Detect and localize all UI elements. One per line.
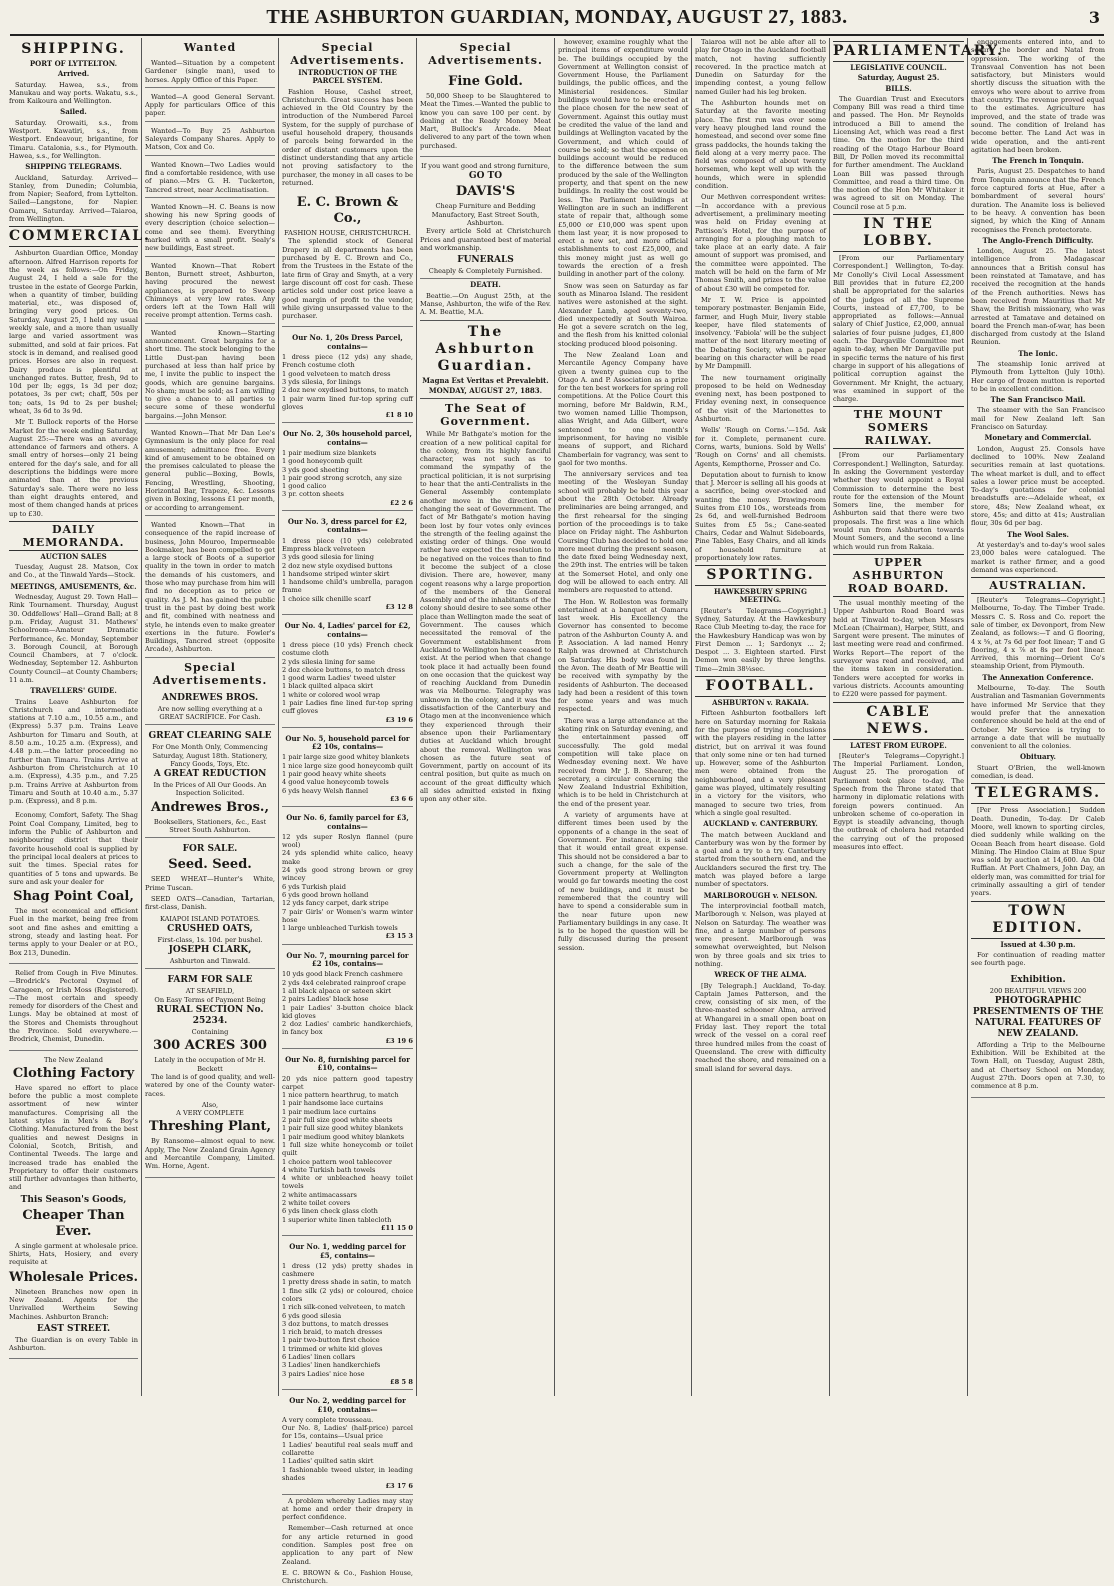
parcel-item: 1 pair full size good whitey blankets xyxy=(282,1124,404,1133)
column-8 xyxy=(968,38,1108,1396)
exhibition-text: Affording a Trip to the Melbourne Exhibition. Will be Exhibited at the Town Hall, on Tuesday, August 28th, and at Chertsey School on Monday, August 27th. Doors open at 7.30, to commence at 8 p.m. xyxy=(971,1040,1105,1091)
exhibition-views: 200 BEAUTIFUL VIEWS 200 xyxy=(989,986,1087,995)
parcel-title: Our No. 3, dress parcel for £2, contains— xyxy=(287,517,408,535)
parcel-item: 4 white Turkish bath towels xyxy=(282,1165,376,1174)
parcel-offer xyxy=(282,947,413,1049)
davis-name: DAVIS'S xyxy=(455,184,516,200)
parcel-item: 1 pair two-button first choice xyxy=(282,1336,380,1345)
exhibition-title: Exhibition. xyxy=(1010,974,1066,985)
parcel-item: 10 yds good black French cashmere xyxy=(282,970,403,979)
parcel-offer xyxy=(282,1238,413,1390)
paper-date: MONDAY, AUGUST 27, 1883. xyxy=(428,385,543,395)
town-edition-time: Issued at 4.30 p.m. xyxy=(1000,939,1076,949)
parcel-total: £3 19 6 xyxy=(385,715,413,724)
parcel-item: 2 doz choice buttons, to match dress xyxy=(282,665,405,674)
meetings-text: Wednesday, August 29. Town Hall—Rink Tournament. Thursday, August 30. Oddfellows' Hall—Grand Ball; at 8 p.m. Friday, August 31. Mathews' Schoolroom—Amateur Dramatic Performance, &c. Monday, September 3. Borough Council, at Borough Council Chambers, at 7 o'clock. Wednesday, September 12. Ashburton County Council—at County Chambers; 11 a.m. xyxy=(9,593,139,684)
wholesale-title: Wholesale Prices. xyxy=(9,1269,139,1285)
railway-text: [From our Parliamentary Correspondent.] Wellington, Saturday. In asking the Government yesterday whether they would appoint a Royal Commission to determine the best route for the extension of the Mount Somers line, the member for Ashburton said that there were two proposals. The first was a line which would run from Ashburton towards Mount Somers, and the second a line which would run from Rakaia. xyxy=(833,451,964,551)
andrewes-advert xyxy=(145,689,275,726)
newspaper-title: THE ASHBURTON GUARDIAN, MONDAY, AUGUST 27, 1883. xyxy=(266,6,848,28)
column-6 xyxy=(692,38,830,1396)
parcel-item: 12 yds super Roslyn flannel (pure wool) xyxy=(282,832,413,850)
wanted-ad-2: Wanted—A good General Servant. Apply for particulars Office of this paper. xyxy=(145,90,275,122)
parcel-total: £11 15 0 xyxy=(380,1223,413,1232)
column-1 xyxy=(6,38,151,1396)
parcel-item: 1 pair good strong scrotch, any size xyxy=(282,473,402,482)
parcel-item: 3 Ladies' linen handkerchiefs xyxy=(282,1361,381,1370)
parcel-item: 1 dress piece (10 yds) celebrated Empress black velveteen xyxy=(282,536,413,553)
parcel-item: 1 good velveteen to match dress xyxy=(282,369,391,378)
cheaper-title: Cheaper Than Ever. xyxy=(22,1207,125,1239)
parcel-item: 1 rich braid, to match dresses xyxy=(282,1328,383,1337)
column-5 xyxy=(555,38,692,1396)
parcel-item: 2 yds silesia lining for same xyxy=(282,657,376,666)
brown-text: The splendid stock of General Drapery in all departments has been purchased by E. C. Brown and Co., from the Trustees in the Estate of the late firm of Gray and Smyth, at a very large discount off cost for cash. These articles sold under cost price leave a good margin of profit to the vendor, while giving unsurpassed value to the purchaser. xyxy=(282,237,413,321)
lately-occupied: Lately in the occupation of Mr H. Beckett xyxy=(154,1056,266,1073)
monetary-text: London, August 25. Consols have declined to 100⅝. New Zealand securities remain at last quotations. The wheat market is dull, and to effect sales a lower price must be accepted. To-day's quotations for colonial breadstuffs are:—Adelaide wheat, ex store, 48s; New Zealand wheat, ex store, 45s; and ditto at 41s; Australian flour, 30s 6d per bag. xyxy=(971,444,1105,528)
special-ads-heading-3: Special Advertisements. xyxy=(290,41,405,67)
parcel-title: Our No. 7, mourning parcel for £2 10s, contains— xyxy=(286,950,409,969)
gold-title: Fine Gold. xyxy=(448,74,523,89)
parcel-item: 1 white or colored wool wrap xyxy=(282,690,381,699)
parcel-item: 2 white antimacassars xyxy=(282,1190,357,1199)
andrewes-title: ANDREWES BROS. xyxy=(161,692,259,703)
andrewes-line: Are now selling everything at a GREAT SACRIFICE. For Cash. xyxy=(157,704,263,721)
news-text-5: The new tournament originally proposed to be held on Wednesday evening next, has been postponed to Friday evening next, in consequence of the visit of the Marionettes to Ashburton. xyxy=(695,373,826,424)
hawkesbury-text: [Reuter's Telegrams—Copyright.] Sydney, Saturday. At the Hawkesbury Race Club Meeting to-day, the race for the Hawkesbury Handicap was won by First Demon ... 1; Sardonyx ... 2; Despot ... 3. Eighteen started. First Demon won easily by three lengths. Time—2min 38¼sec. xyxy=(695,606,826,673)
clothing-pre: The New Zealand xyxy=(44,1055,103,1064)
parcel-offer xyxy=(282,730,413,807)
parcel-offer xyxy=(282,425,413,511)
wool-heading: The Wool Sales. xyxy=(1007,529,1069,539)
travellers-text: Trains Leave Ashburton for Christchurch and intermediate stations at 7.10 a.m., 10.55 a.m., and (Express) 5.37 p.m. Trains Leave Ashburton for Timaru and South, at 8.50 a.m., 10.25 a.m. (Express), and 4.48 p.m.—the latter proceeding no further than Timaru. Trains Arrive at Ashburton from Christchurch at 10 a.m. (Express), 4.35 p.m., and 7.25 p.m. Trains Arrive at Ashburton from Timaru and South at 10.40 a.m., 5.37 p.m. (Express), and 8 p.m. xyxy=(9,697,138,806)
railway-heading: THE MOUNT SOMERS RAILWAY. xyxy=(833,406,964,449)
parcel-item: 3 doz buttons, to match dresses xyxy=(282,1319,389,1328)
parcel-offer xyxy=(282,513,413,615)
funerals-title: FUNERALS xyxy=(457,255,514,266)
andrewes-address: Booksellers, Stationers, &c., East Street South Ashburton. xyxy=(153,817,267,835)
bullock-report: Mr T. Bullock reports of the Horse Market for the week ending Saturday, August 25:—There was an average attendance of farmers and others. A small entry of horses—only 21 being entered for the day's sale, and for all descriptions the biddings were more animated than at the previous Saturday's sale. There were no less than eight draughts entered, and most of them changed hands at prices up to £30. xyxy=(9,418,138,518)
parcel-item: 2 pair full size good white sheets xyxy=(282,1116,393,1125)
cough-advert xyxy=(9,966,138,1051)
news-text-3: Our Methven correspondent writes:—In accordance with a previous advertisement, a preliminary meeting was held on Friday evening at Pattison's Hotel, for the purpose of arranging for a ploughing match to take place at an early date. A fair amount of support was promised, and the committee were appointed. The match will be held on the farm of Mr Thomas Smith, and prizes to the value of about £30 will be competed for. xyxy=(695,193,826,293)
parcel-offer xyxy=(282,617,413,728)
parcel-item: 3 pairs Ladies' nice hose xyxy=(282,1369,365,1378)
telegrams-heading: TELEGRAMS. xyxy=(971,783,1105,804)
annexation-heading: The Annexation Conference. xyxy=(982,672,1094,682)
parcel-item: 1 handsome child's umbrella, paragon frame xyxy=(282,578,413,595)
gold-text: 50,000 Sheep to be Slaughtered to Meat the Times.—Wanted the public to know you can save 100 per cent. by dealing at the Ready Money Meat Mart, Bullock's Arcade. Meat delivered to any part of the town when purchased. xyxy=(420,92,551,150)
monetary-heading: Monetary and Commercial. xyxy=(984,433,1092,443)
columns xyxy=(6,38,1108,1586)
parcel-item: 6 yds heavy Welsh flannel xyxy=(282,786,369,795)
gold-advert xyxy=(420,69,551,157)
parcel-total: £8 5 8 xyxy=(390,1377,413,1386)
crushed-oats: CRUSHED OATS, xyxy=(167,923,253,934)
shipping-heading: SHIPPING. xyxy=(21,41,126,57)
news-text-6: Wells' 'Rough on Corns.'—15d. Ask for it. Complete, permanent cure. Corns, warts, bunions. Sold by Wells' 'Rough on Corns' and all chemists. Agents, Kempthorne, Prosser and Co. xyxy=(695,426,826,468)
auckland-text: The match between Auckland and Canterbury was won by the former by a goal and a try to a try. Canterbury started from the southern end, and the Aucklanders secured the first try. The match was played before a large number of spectators. xyxy=(695,830,826,889)
ionic-heading: The Ionic. xyxy=(1018,348,1058,358)
forsale-title: FOR SALE. xyxy=(182,844,238,855)
brown-advert xyxy=(282,190,413,327)
parcel-item: 7 pair Girls' or Women's warm winter hose xyxy=(282,907,413,924)
cable-continued: engagements entered into, and to secure the border and Natal from oppression. The working of the Transvaal Convention has not been satisfactory, but Ministers would shortly discuss the situation with the envoys who were about to arrive from that country. The revenue proved equal to the estimates. Agriculture has improved, and the state of trade was sound. The condition of Ireland has become better. The Land Act was in wide operation, and the anti-rent agitation had been broken. xyxy=(971,38,1105,154)
masthead xyxy=(10,4,1104,36)
parcel-total: £3 12 8 xyxy=(385,603,413,612)
wanted-ad-3: Wanted—To Buy 25 Ashburton Saleyards Company Shares. Apply to Matson, Cox and Co. xyxy=(145,124,275,156)
port-heading: PORT OF LYTTELTON. xyxy=(29,59,118,68)
council-heading: LEGISLATIVE COUNCIL. xyxy=(850,63,947,72)
parcel-total: £3 6 6 xyxy=(390,794,413,803)
lobby-heading: IN THE LOBBY. xyxy=(833,214,964,252)
article-text-7: A variety of arguments have at different times been used by the opponents of a change in the seat of Government. For instance, it is said that it would entail great expense. This should not be considered a bar to such a change, for the sale of the Government property at Wellington would go far towards meeting the cost of new buildings, and it must be remembered that the country will have to spend a considerable sum in the near future upon new Parliamentary buildings in any case. It is to be hoped the question will be fully discussed during the present session. xyxy=(558,811,688,952)
season-goods: This Season's Goods, xyxy=(20,1194,127,1205)
parcel-offer xyxy=(282,809,413,944)
parcel-item: 2 white toilet covers xyxy=(282,1199,351,1208)
parcel-item: 1 black quilted alpaca skirt xyxy=(282,682,374,691)
parcel-item: 1 dress (12 yds) pretty shades in cashmere xyxy=(282,1261,413,1279)
cable-subheading: LATEST FROM EUROPE. xyxy=(850,740,947,750)
news-text-1: Taiaroa will not be able after all to play for Otago in the Auckland football match, not having sufficiently recovered. In the practice match at Dunedin on Saturday for the impending contest, a young fellow named Guiler had his leg broken. xyxy=(695,38,826,96)
parcel-total: £3 19 6 xyxy=(385,1036,413,1045)
parcel-item: 1 good honeycomb quilt xyxy=(282,457,363,466)
parcel-offer xyxy=(282,329,413,423)
parcel-item: 1 pair medium lace curtains xyxy=(282,1107,377,1116)
shipping-telegrams-heading: SHIPPING TELEGRAMS. xyxy=(25,162,122,172)
parcel-item: 1 choice silk chenille scarf xyxy=(282,594,371,603)
parcel-title: Our No. 2, 30s household parcel, contains— xyxy=(283,429,412,447)
parcel-item: 1 choice pattern wool tablecover xyxy=(282,1157,392,1166)
acres-title: 300 ACRES 300 xyxy=(153,1038,267,1054)
parcel-item: 1 pretty dress shade in satin, to match xyxy=(282,1278,412,1287)
auction-heading: AUCTION SALES xyxy=(40,551,107,561)
news-text-2: The Ashburton hounds met on Saturday at the favorite meeting place. The first run was over some very heavy ploughed land round the homestead, and second over some fine grass paddocks, the hounds taking the field along at a very merry pace. The field was composed of about twenty horsemen, who kept well up with the hounds, which were in splendid condition. xyxy=(695,99,826,191)
parcel-system-text: Fashion House, Cashel street, Christchurch. Great success has been achieved in the Old Country by the introduction of the Numbered Parcel System, for the supply of purchase of useful household drapery, thousands of parcels being forwarded in the order of distant customers upon the distinct understanding that any article not proving satisfactory to the purchaser, the money in all cases to be returned. xyxy=(282,87,413,187)
town-edition-heading: TOWN EDITION. xyxy=(971,901,1105,939)
parcel-item: 2 yds 4x4 celebrated rainproof crape xyxy=(282,978,406,987)
parcel-item: 2 doz Ladies' cambric handkerchiefs, in fancy box xyxy=(282,1020,413,1037)
parcel-title: Our No. 2, wedding parcel for £10, contains— xyxy=(289,1396,406,1414)
exhibition-advert xyxy=(971,971,1105,1098)
parcel-list xyxy=(282,329,413,1494)
column-3 xyxy=(279,38,417,1586)
parcel-item: 3 yds good sheeting xyxy=(282,465,349,474)
divider xyxy=(420,320,551,321)
wreck-text: [By Telegraph.] Auckland, To-day. Captain James Patterson, and the crew, consisting of six men, of the three-masted schooner Alma, arrived at Whangarei in a small open boat on Friday last. They report the total wreck of the vessel on a coral reef three hundred miles from the coast of Queensland. The crew with difficulty reached the shore, and remained on a small island for several days. xyxy=(695,981,826,1073)
plant-pre: A VERY COMPLETE xyxy=(176,1109,244,1118)
coal-name: Shag Point Coal, xyxy=(13,889,134,905)
funerals-sub: Cheaply & Completely Furnished. xyxy=(428,267,543,276)
parcel-item: 20 yds nice pattern good tapestry carpet xyxy=(282,1074,413,1091)
land-note: The land is of good quality, and well-watered by one of the County water-races. xyxy=(145,1072,275,1098)
parcel-item: 1 pair medium good whitey blankets xyxy=(282,1132,405,1141)
wanted-ad-8: Wanted Known—That Mr Dan Lee's Gymnasium is the only place for real amusement; admittance free. Every kind of amusement to be obtained on the premises calculated to please the general public—Boxing, Bowls, Fencing, Wrestling, Shooting, Horizontal Bar, Trapeze, &c. Lessons given in Boxing, lessons £1 per month, or according to arrangement. xyxy=(145,426,275,516)
parcel-item: 2 doz new style oxydised buttons xyxy=(282,561,393,570)
wanted-heading: Wanted xyxy=(183,41,237,54)
seed-advert xyxy=(145,840,275,969)
commercial-heading: COMMERCIAL. xyxy=(9,226,138,247)
paper-nameplate: The Ashburton Guardian. xyxy=(435,323,536,374)
seed-title: Seed. Seed. xyxy=(168,857,252,873)
parcel-total: £3 15 3 xyxy=(385,932,413,941)
brown-title: E. C. Brown & Co., xyxy=(296,195,399,227)
parcel-item: 1 pair warm lined fur-top spring cuff gloves xyxy=(282,394,413,411)
column-4 xyxy=(417,38,555,1396)
reduction-text: In the Prices of All Our Goods. An Inspection Solicited. xyxy=(153,781,267,798)
paper-motto: Magna Est Veritas et Prevalebit. xyxy=(422,375,549,385)
parcel-title: Our No. 5, household parcel for £2 10s, contains— xyxy=(285,733,410,752)
containing-label: Containing xyxy=(191,1028,229,1037)
mail-heading: The San Francisco Mail. xyxy=(990,395,1086,405)
parcel-total: £1 8 10 xyxy=(385,411,413,420)
obituary-text: Stuart O'Brien, the well-known comedian, is dead. xyxy=(971,763,1105,781)
guardian-note: The Guardian is on every Table in Ashburton. xyxy=(9,1335,138,1353)
coal-advert xyxy=(9,808,138,963)
article-text-4: The anniversary services and tea meeting of the Wesleyan Sunday school will probably be held this year about the 28th October. Already preliminaries are being arranged, and the first rehearsal for the singing portion of the proceedings is to take place on Friday night. The Ashburton Coursing Club has decided to hold one more meet during the present season, the date fixed being Wednesday next, the 29th inst. The entries will be taken at the Somerset Hotel, and only one dog will be allowed to each entry. All members are requested to attend. xyxy=(558,470,688,595)
branches-text: Nineteen Branches now open in New Zealand. Agents for the Unrivalled Wertheim Sewing Machines. Ashburton Branch: xyxy=(9,1287,138,1321)
parcel-item: 4 good value honeycomb towels xyxy=(282,778,389,787)
wanted-ad-5: Wanted Known—H. C. Beans is now showing his new Spring goods of every description (choice selection—come and see them). Everything marked with a small profit. Sealy's new buildings, East street. xyxy=(145,200,275,257)
seed-oats: SEED OATS—Canadian, Tartarian, first-class, Danish. xyxy=(145,894,275,912)
sporting-heading: SPORTING. xyxy=(695,565,826,586)
article-text-6: There was a large attendance at the skating rink on Saturday evening, and the entertainment passed off successfully. The gold medal competition will take place on Wednesday evening next. We have received from Mr J. B. Shearer, the secretary, a circular concerning the New Zealand Industrial Exhibition, which is to be held in Christchurch at the end of the present year. xyxy=(558,716,688,808)
parcel-item: 1 nice large size good honeycomb quilt xyxy=(282,761,413,770)
hawkesbury-heading: HAWKESBURY SPRING MEETING. xyxy=(714,587,807,605)
parcel-item: 24 yds good strong brown or grey wincey xyxy=(282,866,413,883)
sailed-text: Saturday. Orowaiti, s.s., from Westport. Kawatiri, s.s., from Westport. Endeavour, brigantine, for Timaru. Catalonia, s.s., for Plymouth. Hawea, s.s., for Wellington. xyxy=(9,118,138,160)
news-text-4: Mr T. W. Price is appointed temporary postmaster. Benjamin Eide, farmer, and Hugh Muir, livery stable keeper, have filed statements of insolvency. 'Fabiola' will be the subject matter of the next literary meeting of the Debating Society, when a paper bearing on this character will be read by Mr Dampmill. xyxy=(695,295,826,371)
wanted-ad-6: Wanted Known—That Robert Benton, Burnett street, Ashburton, having procured the newest appliances, is prepared to Sweep Chimneys at very low rates. Any orders left at the Town Hall will receive prompt attention. Terms cash. xyxy=(145,259,275,324)
parcel-system-heading: INTRODUCTION OF THE PARCEL SYSTEM. xyxy=(298,68,397,86)
rural-section: RURAL SECTION No. 25234. xyxy=(156,1005,264,1027)
coal-details: The most economical and efficient Fuel in the market, being free from soot and fine ashes and emitting a strong, steady and lasting heat. For terms apply to your Dealer or at P.O., Box 213, Dunedin. xyxy=(9,907,138,957)
davis-text: Every article Sold at Christchurch Prices and guaranteed best of material and workmanship. xyxy=(420,227,551,252)
parcel-item: 1 Ladies' quilted satin skirt xyxy=(282,1457,374,1466)
crushed-oats-price: First-class, 1s. 10d. per bushel. xyxy=(157,935,263,944)
wanted-ad-4: Wanted Known—Two Ladies would find a comfortable residence, with use of piano.—Mrs G. H. Tuckerton, Tancred street, near Acclimatisation. xyxy=(145,158,275,198)
road-board-heading: UPPER ASHBURTON ROAD BOARD. xyxy=(833,554,964,597)
obituary-heading: Obituary. xyxy=(1020,752,1056,762)
parcel-item: 1 full size white honeycomb or toilet quilt xyxy=(282,1140,413,1158)
parcel-item: 6 yds Turkish plaid xyxy=(282,882,346,891)
clearing-text: For One Month Only, Commencing Saturday, August 18th. Stationery, Fancy Goods, Toys, Etc. xyxy=(152,743,268,768)
column-7 xyxy=(830,38,1005,1396)
australian-text: [Reuter's Telegrams—Copyright.] Melbourne, To-day. The Timber Trade. Messrs C. S. Ross and Co. report the sale of timber, ex Devonport, from New Zealand, as follows:—T and G flooring, 4 x ⅝, at 7s 6d per foot linear; T and G flooring, 4 x ⅞ at 8s per foot linear. Arrived, this morning—Orient Co's steamship Orient, from Plymouth. xyxy=(971,596,1105,671)
parcel-item: 1 pair Ladies' 3-button choice black kid gloves xyxy=(282,1003,413,1020)
farm-advert xyxy=(145,971,275,1177)
parcel-item: 1 pair medium size blankets xyxy=(282,448,377,457)
parcel-item: 6 yds good silesia xyxy=(282,1311,342,1320)
auckland-heading: AUCKLAND v. CANTERBURY. xyxy=(703,819,818,829)
annexation-text: Melbourne, To-day. The South Australian and Tasmanian Governments have informed Mr Service that they would prefer that the annexation conference should be held at the end of October. Mr Service is trying to arrange a date that will be mutually convenient to all the colonies. xyxy=(971,684,1105,751)
council-text: The Guardian Trust and Executors Company Bill was read a third time and passed. The Hon. Mr Reynolds introduced a Bill to amend the Licensing Act, which was read a first time. On the motion for the third reading of the Otago Harbour Board Bill, Dr Pollen moved its recommittal for further amendment. The Auckland Loan Bill was passed through Committee, and read a third time. On the motion of the Hon Mr Whitaker it was agreed to sit on Monday. The Council rose at 5 p.m. xyxy=(833,94,964,211)
parcel-item: 1 good calico xyxy=(282,482,327,491)
parcel-title: Our No. 8, furnishing parcel for £10, contains— xyxy=(285,1054,410,1073)
parcel-item: 6 yds linen check glass cloth xyxy=(282,1207,378,1216)
death-heading: DEATH. xyxy=(470,280,501,290)
article-text-1: however, examine roughly what the principal items of expenditure would be. The buildings occupied by the Government at Wellington consist of Government House, the Parliament buildings, the public offices, and the Ministerial residences. Similar buildings would have to be erected at the place chosen for the new seat of Government. Against this outlay must be credited the value of the land and buildings at Wellington vacated by the Government, and which could of course be sold; so that the expense on buildings account would be reduced to the difference between the sum produced by the sale of the Wellington property, and that spent on the new buildings. In reality the cost would be less. The Parliament buildings at Wellington are in such an indifferent state of repair that, although some £5,000 or £10,000 was spent upon them last year, it is now proposed to erect a new set, and more official establishments to cost £25,000, and this money might just as well go towards the erection of a fresh building in another part of the colony. xyxy=(558,38,688,279)
article-text-5: The Hon. W. Rolleston was formally entertained at a banquet at Oamaru last week. His Excellency the Governor has consented to become patron of the Ashburton County A. and P. Association. A lad named Henry Ralph was drowned at Christchurch on Saturday. His body was found in the Avon. The death of Mr Beattie will be received with sympathy by the residents of Ashburton. The deceased lady had been a resident of this town for some years and was much respected. xyxy=(558,597,688,714)
divider xyxy=(420,398,551,399)
news-text-7: Deputation about to furnish to know that J. Mercer is selling all his goods at a sacrifice, being over-stocked and wanting the money. Drawing-room Suites from £10 10s., worsteads from 2s 6d, and well-furnished Bedroom Suites from £5 5s.; Cane-seated Chairs, Cedar and Walnut Sideboards, Pine Tables, Easy Chairs, and all kinds of household furniture at proportionately low rates. xyxy=(695,470,826,562)
farm-location: AT SEAFIELD, xyxy=(185,987,235,996)
cough-text: Relief from Cough in Five Minutes.—Brodrick's Pectoral Oxymel of Carageen, or Irish Moss (Registered).—The most certain and speedy remedy for disorders of the Chest and Lungs. May be obtained at most of the Stores and Chemists throughout the Province. Sold everywhere.—Brodrick, Chemist, Dunedin. xyxy=(9,968,138,1044)
marlborough-text: The interprovincial football match, Marlborough v. Nelson, was played at Nelson on Saturday. The weather was fine, and a large number of persons were present. Marlborough was somewhat overweighted, but Nelson won by three goals and six tries to nothing. xyxy=(695,901,826,968)
remember-text: Remember—Cash returned at once for any article returned in good condition. Samples post free on application to any part of New Zealand. xyxy=(282,1524,413,1566)
parcel-title: Our No. 1, 20s Dress Parcel, contains— xyxy=(292,333,403,351)
commercial-text: Ashburton Guardian Office, Monday afternoon. Alfred Harrison reports for the week as follows:—On Friday, August 24, I held a sale for the trustee in the estate of George Parkin, when a quantity of timber, building material, etc., was disposed of, bringing very good prices. On Saturday, August 25, I held my usual weekly sale, and a more than usually large and varied assortment was submitted, and sold at fair prices. Fat stock is in demand, and realised good prices. Horses are also in request. Dairy produce is plentiful at unchanged rates. Butter, fresh, 9d to 10d per lb; eggs, 1s 3d per doz; potatoes, 3s per cwt; chaff, 50s per ton; oats, 1s 9d to 2s per bushel; wheat, 3s 6d to 3s 9d. xyxy=(9,249,138,415)
problem-text: A problem whereby Ladies may stay at home and order their drapery in perfect confidence. xyxy=(282,1496,413,1522)
parcel-item: 1 fashionable tweed ulster, in leading shades xyxy=(282,1465,413,1482)
special-ads-heading: Special Advertisements. xyxy=(152,660,268,687)
joseph-clark: JOSEPH CLARK, xyxy=(168,945,252,956)
football-text: Fifteen Ashburton footballers left here on Saturday morning for Rakaia for the purpose of trying conclusions with the players residing in the latter district, but on arrival it was found that only some nine or ten had turned up. However, some of the Ashburton men were obtained from the neighbourhood, and a very pleasant game was played, ultimately resulting in a victory for the visitors, who managed to secure two tries, from which a single goal resulted. xyxy=(695,709,826,817)
parcel-total: £3 17 6 xyxy=(385,1482,413,1491)
shipping-telegrams-text: Auckland, Saturday. Arrived—Stanley, from Dunedin; Columbia, from Napier; Seaford, from Lyttelton. Sailed—Langstone, for Napier. Oamaru, Saturday. Arrived—Taiaroa, from Wellington. xyxy=(9,173,138,224)
parcel-item: 24 yds splendid white calico, heavy make xyxy=(282,849,413,866)
parcel-item: 6 Ladies' linen collars xyxy=(282,1353,356,1362)
parcel-item: 4 white or unbleached heavy toilet towels xyxy=(282,1174,413,1191)
australian-heading: AUSTRALIAN. xyxy=(971,577,1105,594)
parcel-item: 1 all black alpaca or sateen skirt xyxy=(282,986,392,995)
parcel-item: 1 pair large size good whitey blankets xyxy=(282,753,410,762)
parcel-title: Our No. 1, wedding parcel for £5, contains— xyxy=(289,1242,406,1260)
wholesale-text: A single garment at wholesale price. Shirts, Hats, Hosiery, and every requisite at xyxy=(9,1241,138,1267)
parcel-offer xyxy=(282,1051,413,1236)
parcel-item: 1 superior white linen tablecloth xyxy=(282,1215,392,1224)
reduction-title: A GREAT REDUCTION xyxy=(153,769,267,780)
parcel-item: 1 pair handsome lace curtains xyxy=(282,1099,384,1108)
coal-intro: Economy, Comfort, Safety. The Shag Point Coal Company, Limited, beg to inform the Public of Ashburton and neighbouring district that their favorite household coal is supplied by the principal local dealers at prices to suit the times. Special rates for quantities of 5 tons and upwards. Be sure and ask your dealer for xyxy=(9,811,138,886)
parcel-title: Our No. 6, family parcel for £3, contains— xyxy=(286,813,409,831)
plant-text: By Ransome—almost equal to new. Apply, The New Zealand Grain Agency and Mercantile Company, Limited. Wm. Horne, Agent. xyxy=(145,1137,275,1171)
council-date: Saturday, August 25. xyxy=(857,73,940,83)
branch-address: EAST STREET. xyxy=(36,1323,111,1334)
davis-lead: If you want good and strong furniture, xyxy=(421,162,550,171)
sailed-label: Sailed. xyxy=(60,107,87,117)
parcel-item: 1 large unbleached Turkish towels xyxy=(282,924,398,933)
parcel-item: 3 yds silesia, for linings xyxy=(282,377,361,386)
cable-heading: CABLE NEWS. xyxy=(833,702,964,740)
arrived-label: Arrived. xyxy=(57,69,90,79)
article-text-3: The New Zealand Loan and Mercantile Agency Company have given a twenty guinea cup to the Otago A. and P. Association as a prize for the ten best workers for spring roll competitions. At the Police Court this morning, before Mr Baldwin, R.M., two women named Lillie Thompson, alias Wright, and Ada Gilbert, were sentenced to one month's imprisonment, for having no visible means of support, and Richard Chamberlain for vagrancy, was sent to gaol for two months. xyxy=(558,350,688,467)
wool-text: At yesterday's and to-day's wool sales 23,000 bales were catalogued. The market is rather firmer, and a good demand was experienced. xyxy=(971,540,1105,574)
auction-text: Tuesday, August 28. Matson, Cox and Co., at the Tinwald Yards—Stock. xyxy=(9,563,138,580)
madagascar-heading: The Anglo-French Difficulty. xyxy=(982,235,1094,245)
parcel-item: 1 dress piece (10 yds) French check costume cloth xyxy=(282,640,413,658)
french-text: Paris, August 25. Despatches to hand from Tonquin announce that the French force captured forts at Hue, after a bombardment of several hours' duration. The Anamite loss is believed to be heavy. A convention has been signed, by which the King of Annam recognises the French protectorate. xyxy=(971,167,1105,234)
parcel-item: Our No. 8, Ladies' (half-price) parcel for 15s, contains—Usual price xyxy=(282,1424,413,1441)
davis-go: GO TO xyxy=(468,171,503,182)
town-edition-note: For continuation of reading matter see fourth page. xyxy=(971,950,1105,968)
football-heading: FOOTBALL. xyxy=(695,676,826,697)
french-heading: The French in Tonquin. xyxy=(992,156,1084,166)
parcel-offer xyxy=(282,1392,413,1494)
marlborough-heading: MARLBOROUGH v. NELSON. xyxy=(703,890,818,900)
parcel-item: 1 rich silk-coned velveteen, to match xyxy=(282,1303,406,1312)
kaiapoi-potatoes: KAIAPOI ISLAND POTATOES. xyxy=(159,914,261,923)
ionic-text: The steamship Ionic arrived at Plymouth from Lyttelton (July 10th). Her cargo of frozen mutton is reported to be in excellent condition. xyxy=(971,359,1105,393)
parcel-item: 1 good warm Ladies' tweed ulster xyxy=(282,674,396,683)
wanted-ad-9: Wanted Known—That in consequence of the rapid increase of business, John Mouroo, Impermeable Bookmaker, has been compelled to get a large stock of Boots of a superior quality in the town in order to match the demands of his customers, and those who may purchase from him will find no deception as to price or quality. As J. M. has gained the public trust in the past by doing best work and fit, combined with neatness and style, he intends even to make greater exertions in the future. Fowler's Buildings, Tancred street (opposite Arcade), Ashburton. xyxy=(145,518,275,658)
parcel-item: 3 yds good silesia for lining xyxy=(282,553,374,562)
wanted-ad-1: Wanted—Situation by a competent Gardener (single man), used to horses. Apply Office of this Paper. xyxy=(145,56,275,88)
parcel-item: 1 pair good heavy white sheets xyxy=(282,770,387,779)
wreck-heading: WRECK OF THE ALMA. xyxy=(714,970,807,980)
leader-heading: The Seat of Government. xyxy=(440,402,531,429)
parcel-item: A very complete trousseau. xyxy=(282,1415,374,1424)
wanted-ad-7: Wanted Known—Starting announcement. Great bargains for a short time. The stock belonging to the Little Dust-pan having been purchased at less than half price by me, I invite the public to inspect the goods, which are genuine bargains. No sham; must be sold; as I am willing to give a chance to all parties to secure some of these wonderful bargains.—John Mensor. xyxy=(145,326,275,424)
arrived-text: Saturday. Hawea, s.s., from Manukau and way ports. Wakatu, s.s., from Kaikoura and Wellington. xyxy=(9,80,138,106)
article-text-2: Snow was seen on Saturday as far south as Minaroa Island. The resident natives were astonished at the sight. Alexander Lamb, aged seventy-two, died unexpectedly at South Wairoa. He got a severe scratch on the leg, and the flesh from his knitted colonial stocking produced blood poisoning. xyxy=(558,281,688,348)
seed-wheat: SEED WHEAT—Hunter's White, Prime Tuscan. xyxy=(145,875,275,892)
brown-subtitle: FASHION HOUSE, CHRISTCHURCH. xyxy=(284,229,411,238)
parcel-item: 1 pair Ladies fine lined fur-top spring cuff gloves xyxy=(282,699,413,716)
clearing-title: GREAT CLEARING SALE xyxy=(148,731,272,742)
farm-terms: On Easy Terms of Payment Being xyxy=(154,995,266,1004)
parcel-item: 12 yds fancy carpet, dark stripe xyxy=(282,899,389,908)
joseph-clark-location: Ashburton and Tinwald. xyxy=(169,957,251,966)
parcel-item: 2 pairs Ladies' black hose xyxy=(282,995,369,1004)
parliamentary-heading: PARLIAMENTARY. xyxy=(833,41,964,62)
cable-text: [Reuter's Telegrams—Copyright.] The Imperial Parliament. London, August 25. The prorogation of Parliament took place to-day. The Speech from the Throne stated that harmony in diplomatic relations with foreign powers continued. An unbroken scheme of co-operation in Egypt is steadily advancing, though the outbreak of cholera had retarded the carrying out of the proposed measures into effect. xyxy=(833,751,964,852)
threshing-plant-title: Threshing Plant, xyxy=(148,1119,272,1135)
lobby-text: [From our Parliamentary Correspondent.] Wellington, To-day. Mr Conolly's Civil Local Assessment Bill provides that in future £2,200 shall be appropriated for the salaries of the judges of all the Supreme Courts, instead of £7,700, to be appropriated as follows:—Annual salary of Chief Justice, £2,000, annual salaries of four puisne judges, £1,800 each. The Dargaville Committee met again to-day, when Mr Dargaville put in specific terms the nature of his first charge in support of his allegations of political corruption against the Government. Mr Knight, the actuary, was examined in support of the charge. xyxy=(833,254,964,404)
parcel-item: 6 yds good brown holland xyxy=(282,890,369,899)
parcel-item: 1 handsome striped winter skirt xyxy=(282,569,390,578)
parcel-item: 1 fine silk (2 yds) or coloured, choice colors xyxy=(282,1286,413,1303)
also-label: Also, xyxy=(201,1100,219,1109)
clothing-text: Have spared no effort to place before the public a most complete assortment of new winter manufactures. Comprising all the latest styles in Men's & Boy's Clothing. Manufactured from the best qualities and newest Designs in Colonial, Scotch, British, and Continental Tweeds. The large and increased trade has enabled the Proprietary to offer their customers still further advantages than hitherto, and xyxy=(9,1083,138,1192)
parcel-item: 1 nice pattern hearthrug, to match xyxy=(282,1091,399,1100)
memoranda-heading: DAILY MEMORANDA. xyxy=(9,521,138,551)
meetings-heading: MEETINGS, AMUSEMENTS, &c. xyxy=(10,581,137,591)
parcel-item: 3 pr. cotton sheets xyxy=(282,490,344,499)
parcel-item: 1 trimmed or white kid gloves xyxy=(282,1344,383,1353)
bills-label: BILLS. xyxy=(885,83,912,93)
parcel-item: 1 Ladies' beautiful real seals muff and collarette xyxy=(282,1440,413,1458)
column-2 xyxy=(142,38,279,1396)
andrewes-bros: Andrewes Bros., xyxy=(151,799,269,815)
exhibition-headline: PHOTOGRAPHIC PRESENTMENTS OF THE NATURAL FEATURES OF NEW ZEALAND. xyxy=(972,995,1104,1039)
parcel-title: Our No. 4, Ladies' parcel for £2, contains— xyxy=(284,621,411,639)
death-text: Beattie.—On August 25th, at the Manse, Ashburton, the wife of the Rev. A. M. Beattie, M.A. xyxy=(420,291,551,317)
farm-title: FARM FOR SALE xyxy=(167,975,253,986)
travellers-heading: TRAVELLERS' GUIDE. xyxy=(30,686,117,696)
davis-advert xyxy=(420,159,551,279)
football-subheading: ASHBURTON v. RAKAIA. xyxy=(712,698,809,708)
parcel-item: 2 doz new oxydised buttons, to match xyxy=(282,386,409,395)
parcel-total: £2 2 6 xyxy=(390,498,413,507)
parcel-item: 1 dress piece (12 yds) any shade, French costume cloth xyxy=(282,353,413,370)
special-ads-heading-4: Special Advertisements. xyxy=(428,41,543,67)
page-number: 3 xyxy=(1088,8,1100,27)
clothing-advert xyxy=(9,1053,138,1360)
clearing-sale-advert xyxy=(145,727,275,838)
leader-text: While Mr Bathgate's motion for the creation of a new political capital for the colony, from its highly fanciful character, was not such as to command the sympathy of the practical politician, it is not surprising to hear that the anti-Centralists in the General Assembly contemplate another move in the direction of changing the seat of Government. The fact of Mr Bathgate's motion having been lost by four votes only evinces the strength of the feeling against the existing order of things. One would rather have expected the resolution to be negatived on the voices than to find it become the subject of a close division. There are, however, many cogent reasons why a large proportion of the members of the General Assembly and of the inhabitants of the colony should desire to see some other place than Wellington made the seat of Government. The causes which necessitated the removal of the Government establishment from Auckland to Wellington have ceased to exist. At the period when that change took place it had actually been found on one occasion that the quickest way of reaching Auckland from Dunedin was via Melbourne. Telegraphy was unknown in the colony, and it was the dissatisfaction of the Canterbury and Otago men at the inconvenience which they experienced through their absence upon their Parliamentary duties at Auckland which brought about the removal. Wellington was chosen as the future seat of Government, partly on account of its central position, but quite as much on account of the great difficulty which all sides admitted existed in fixing upon any other site. xyxy=(420,430,551,804)
brown-footer: E. C. BROWN & Co., Fashion House, Christchurch. xyxy=(282,1568,413,1586)
clothing-title: Clothing Factory xyxy=(12,1065,135,1081)
road-board-text: The usual monthly meeting of the Upper Ashburton Road Board was held at Tinwald to-day, when Messrs McLean (Chairman), Harper, Stitt, and Sargent were present. The minutes of last meeting were read and confirmed. Works Report—The report of the surveyor was read and received, and the items taken in consideration. Tenders were accepted for works in various districts. Accounts amounting to £220 were passed for payment. xyxy=(833,598,964,699)
telegrams-text: [Per Press Association.] Sudden Death. Dunedin, To-day. Dr Caleb Moore, well known to sporting circles, died suddenly while walking on the Ocean Beach from heart disease. Gold Mining. The Hindoo Claim at Blue Spur was sold by auction at 14,600. An Old Ruffian. At Port Chalmers, John Day, an elderly man, was committed for trial for criminally assaulting a girl of tender years. xyxy=(971,806,1105,898)
madagascar-text: London, August 25. The latest intelligence from Madagascar announces that a British consul has been reinstated at Tamatave, and has received the recognition at the hands of the French authorities. News has been received from Mauritius that Mr Shaw, the British missionary, who was arrested at Tamatave and detained on board the French man-of-war, has been discharged from custody at the Island Reunion. xyxy=(971,247,1105,347)
mail-text: The steamer with the San Francisco mail for New Zealand left San Francisco on Saturday. xyxy=(971,406,1105,432)
davis-sub: Cheap Furniture and Bedding Manufactory, East Street South, Ashburton. xyxy=(431,202,540,227)
